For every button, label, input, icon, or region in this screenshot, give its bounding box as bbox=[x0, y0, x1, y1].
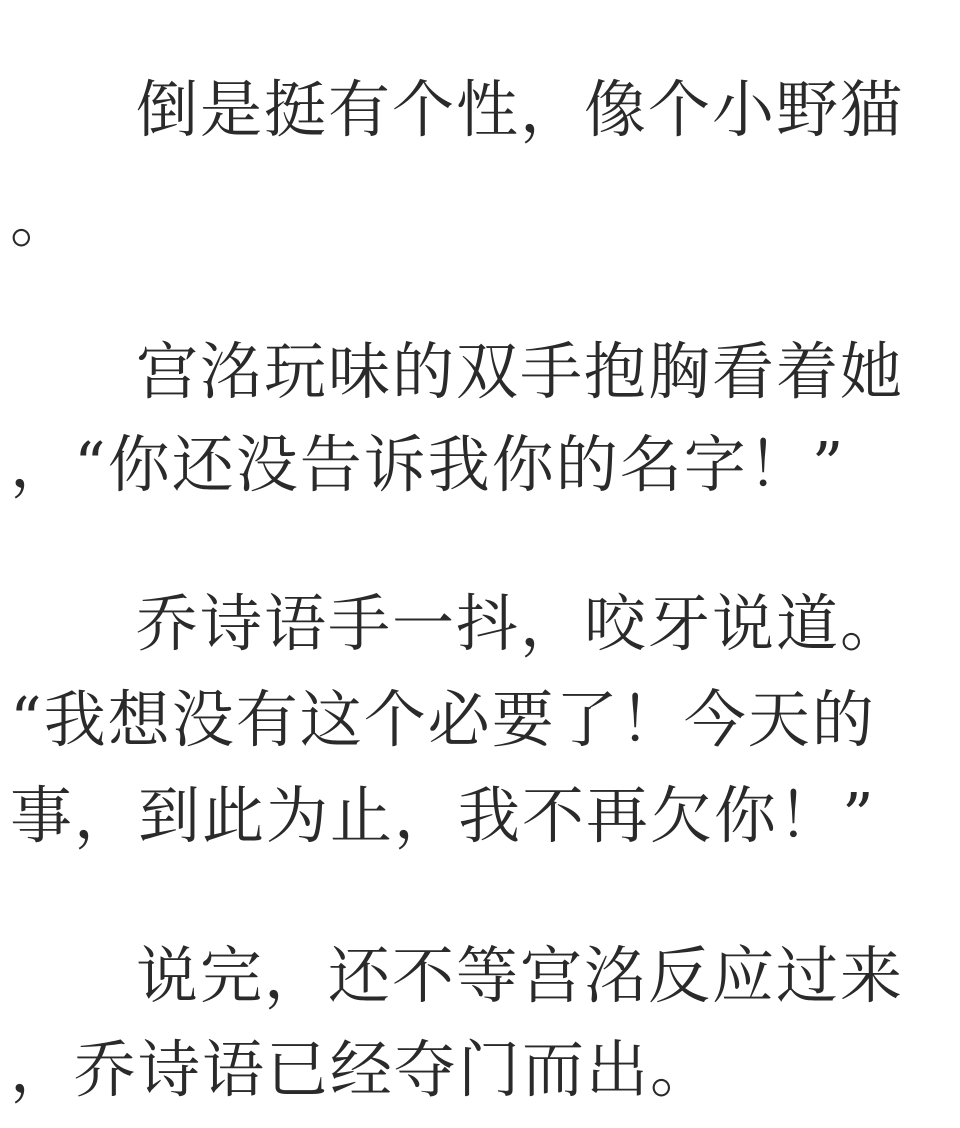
text-line: 。 bbox=[10, 183, 75, 256]
text-line: 倒是挺有个性，像个小野猫 bbox=[136, 73, 905, 146]
text-line: 事，到此为止，我不再欠你！” bbox=[10, 779, 876, 852]
text-line: ，“你还没告诉我你的名字！” bbox=[10, 428, 846, 501]
text-line: 宫洺玩味的双手抱胸看着她 bbox=[136, 335, 905, 408]
text-line: ，乔诗语已经夺门而出。 bbox=[10, 1033, 715, 1106]
text-line: 说完，还不等宫洺反应过来 bbox=[136, 939, 905, 1012]
text-line: “我想没有这个必要了！今天的 bbox=[10, 683, 876, 756]
text-line: 乔诗语手一抖，咬牙说道。 bbox=[136, 587, 905, 660]
